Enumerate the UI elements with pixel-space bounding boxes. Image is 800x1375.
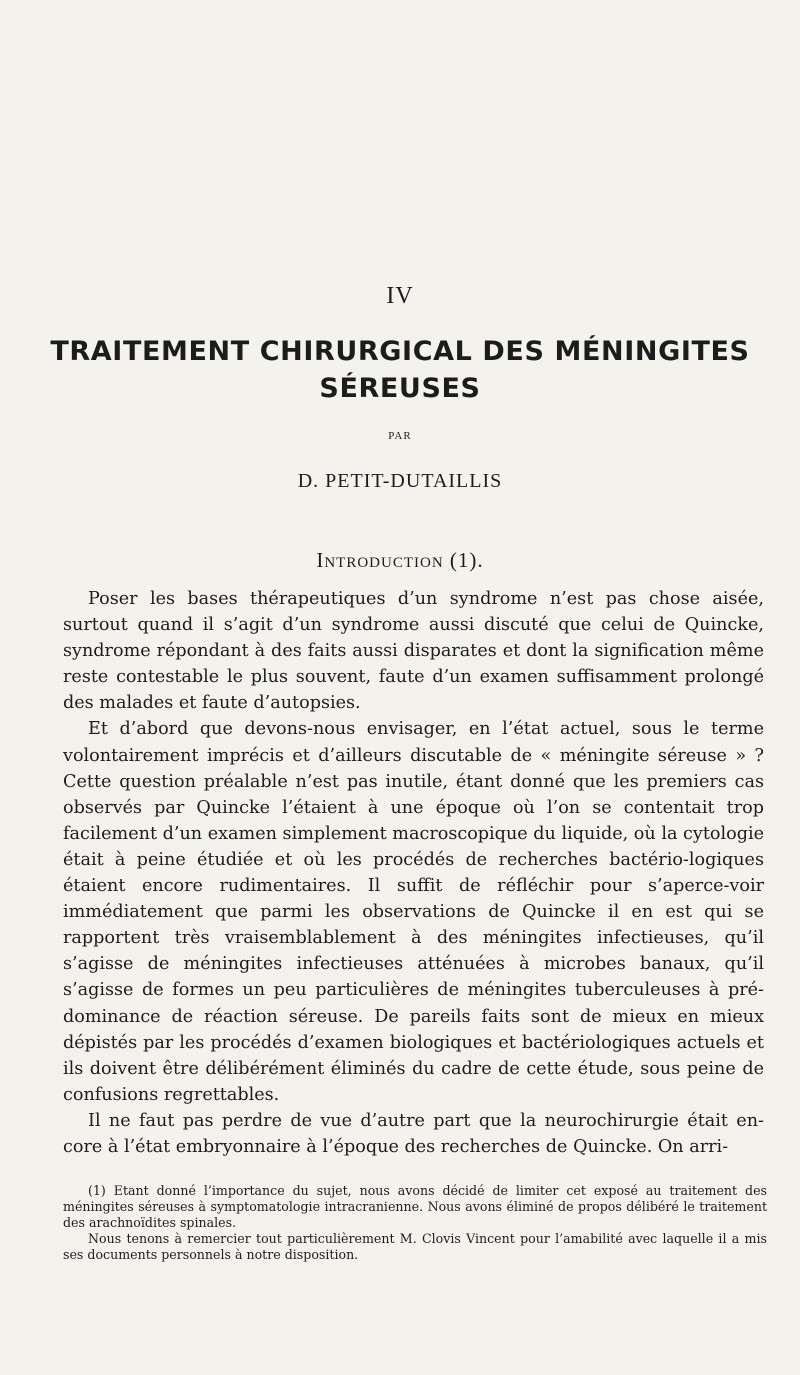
chapter-title-line-2: SÉREUSES xyxy=(319,373,481,404)
body-text xyxy=(63,586,764,1160)
footnote: (1) Etant donné l’importance du sujet, nous avons décidé de limiter cet exposé au traitement des méningites séreuses à symptomatologie intracranienne. Nous avons éliminé de propos délibéré le traitement des arachnoïdites spinales. xyxy=(63,1183,767,1231)
footnote: Nous tenons à remercier tout particulièrement M. Clovis Vincent pour l’amabilité avec laquelle il a mis ses documents personnels à notre disposition. xyxy=(63,1231,767,1263)
section-heading: Introduction (1). xyxy=(316,548,484,572)
paragraph: Et d’abord que devons-nous envisager, en l’état actuel, sous le terme volontairement imprécis et d’ailleurs discutable de « méningite séreuse » ? Cette question préalable n’est pas inutile, étant donné que les premiers cas observés par Quincke l’étaient à une époque où l’on se contentait trop facilement d’un examen simplement macroscopique du liquide, où la cytologie était à peine étudiée et où les procédés de recherches bactério-logiques étaient encore rudimentaires. Il suffit de réfléchir pour s’aperce-voir immédiatement que parmi les observations de Quincke il en est qui se rapportent très vraisemblablement à des méningites infectieuses, qu’il s’agisse de méningites infectieuses atténuées à microbes banaux, qu’il s’agisse de formes un peu particulières de méningites tuberculeuses à pré-dominance de réaction séreuse. De pareils faits sont de mieux en mieux dépistés par les procédés d’examen biologiques et bactériologiques actuels et ils doivent être délibérément éliminés du cadre de cette étude, sous peine de confusions regrettables. xyxy=(63,719,765,1105)
paragraph: Poser les bases thérapeutiques d’un syndrome n’est pas chose aisée, surtout quand il s’agit d’un syndrome aussi discuté que celui de Quincke, syndrome répondant à des faits aussi disparates et dont la signification même reste contestable le plus souvent, faute d’un examen suffisamment prolongé des malades et faute d’autopsies. xyxy=(63,589,764,714)
by-label: PAR xyxy=(388,430,412,442)
author-name: D. PETIT-DUTAILLIS xyxy=(297,470,503,492)
chapter-title-line-1: TRAITEMENT CHIRURGICAL DES MÉNINGITES xyxy=(50,336,750,367)
footnotes xyxy=(63,1183,767,1263)
chapter-number: IV xyxy=(386,283,414,309)
paragraph: Il ne faut pas perdre de vue d’autre part que la neurochirurgie était en-core à l’état embryonnaire à l’époque des recherches de Quincke. On arri- xyxy=(63,1110,764,1157)
chapter-title xyxy=(0,333,800,407)
